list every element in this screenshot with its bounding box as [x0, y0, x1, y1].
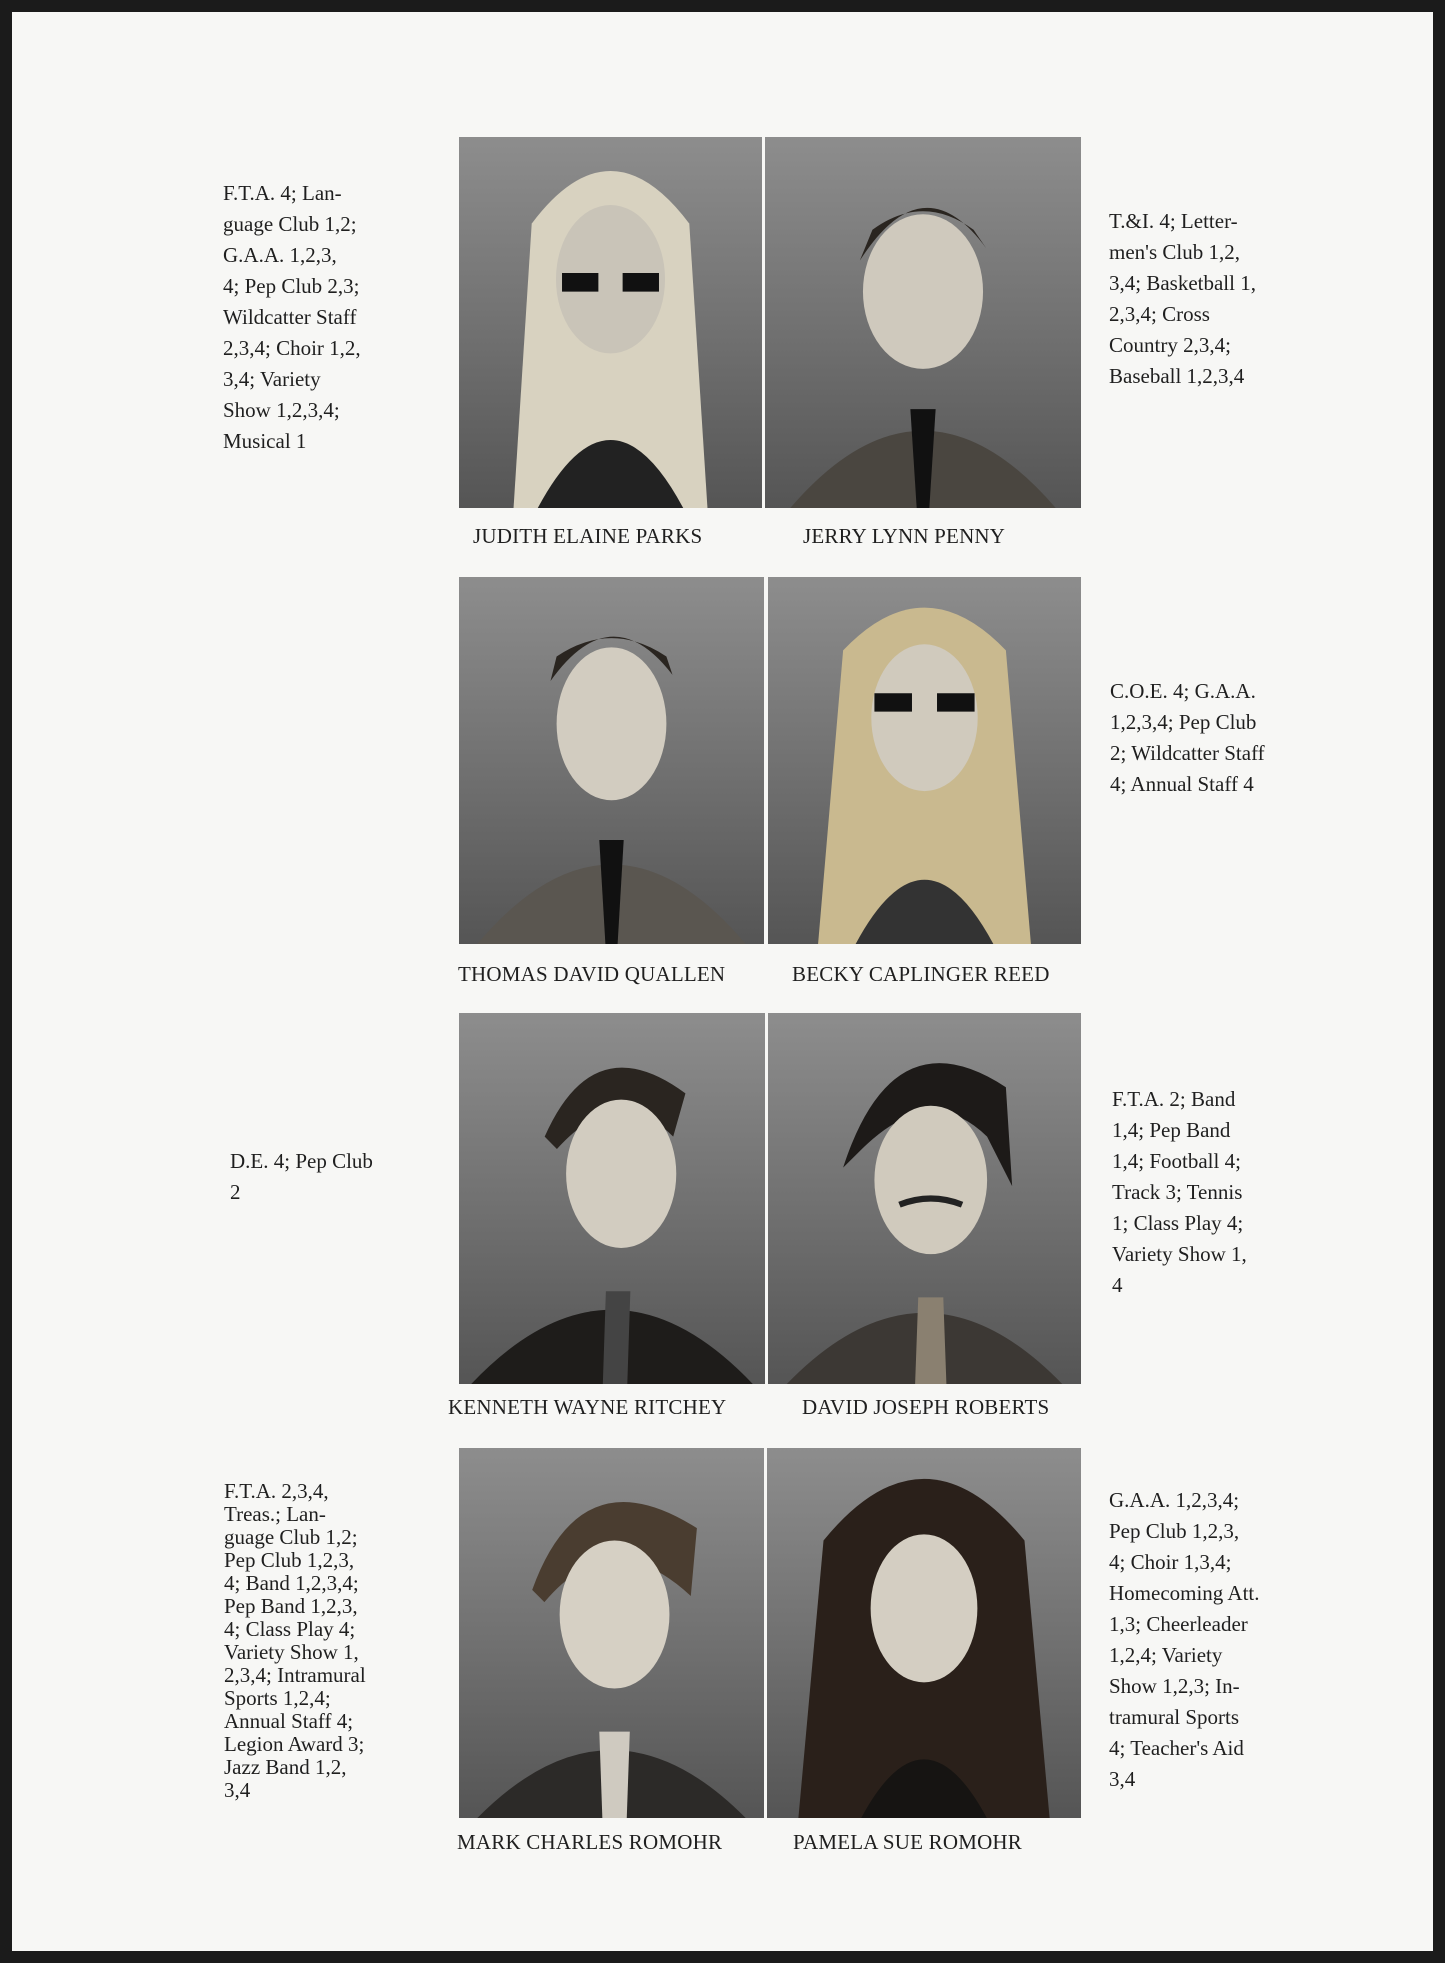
portrait-photo [768, 577, 1081, 944]
student-name: MARK CHARLES ROMOHR [457, 1830, 723, 1854]
activities-text: T.&I. 4; Letter- men's Club 1,2, 3,4; Basketball 1, 2,3,4; Cross Country 2,3,4; Baseball 1,2,3,4 [1109, 209, 1256, 388]
portrait-photo [459, 577, 764, 944]
portrait-photo [768, 1013, 1081, 1384]
activities-text: F.T.A. 2; Band 1,4; Pep Band 1,4; Football 4; Track 3; Tennis 1; Class Play 4; Variety Show 1, 4 [1112, 1087, 1247, 1297]
activities-text: G.A.A. 1,2,3,4; Pep Club 1,2,3, 4; Choir 1,3,4; Homecoming Att. 1,3; Cheerleader 1,2,4; Variety Show 1,2,3; In- tramural Sports 4; Teacher's Aid 3,4 [1109, 1488, 1260, 1791]
portrait-photo [767, 1448, 1081, 1818]
activities-text: F.T.A. 2,3,4, Treas.; Lan- guage Club 1,2; Pep Club 1,2,3, 4; Band 1,2,3,4; Pep Band 1,2,3, 4; Class Play 4; Variety Show 1, 2,3,4; Intramural Sports 1,2,4; Annual Staff 4; Legion Award 3; Jazz Band 1,2, 3,4 [224, 1479, 366, 1802]
activities-text: C.O.E. 4; G.A.A. 1,2,3,4; Pep Club 2; Wildcatter Staff 4; Annual Staff 4 [1110, 679, 1265, 796]
activities-text: D.E. 4; Pep Club 2 [230, 1149, 373, 1204]
portrait-photo [459, 1448, 764, 1818]
student-name: JUDITH ELAINE PARKS [473, 524, 703, 548]
portrait-photo [459, 1013, 765, 1384]
student-name: DAVID JOSEPH ROBERTS [802, 1395, 1050, 1419]
student-name: PAMELA SUE ROMOHR [793, 1830, 1023, 1854]
student-name: JERRY LYNN PENNY [803, 524, 1006, 548]
portrait-photo [459, 137, 762, 508]
portrait-photo [765, 137, 1081, 508]
student-name: KENNETH WAYNE RITCHEY [448, 1395, 727, 1419]
student-name: THOMAS DAVID QUALLEN [458, 962, 726, 986]
student-name: BECKY CAPLINGER REED [792, 962, 1050, 986]
activities-text: F.T.A. 4; Lan- guage Club 1,2; G.A.A. 1,2,3, 4; Pep Club 2,3; Wildcatter Staff 2,3,4; Choir 1,2, 3,4; Variety Show 1,2,3,4; Musical 1 [223, 181, 361, 453]
yearbook-page [12, 12, 1433, 1951]
